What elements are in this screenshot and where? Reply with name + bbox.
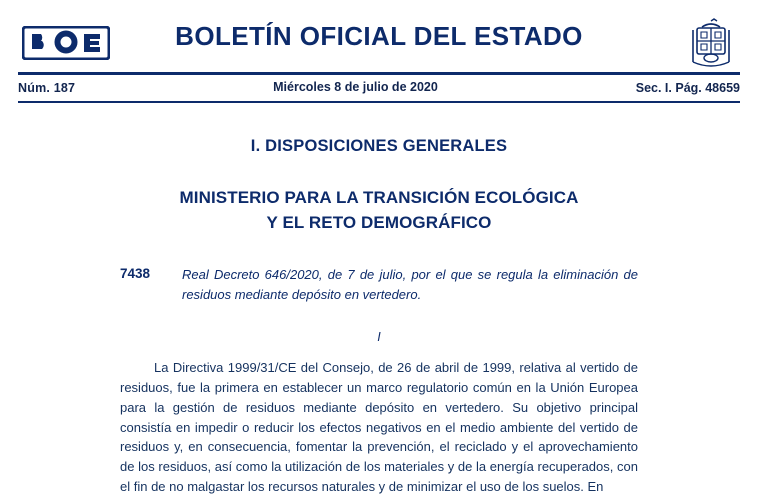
document-header [120,265,638,304]
ministry-heading [120,186,638,235]
info-bar-rule [18,101,740,103]
issue-number: Núm. 187 [18,81,76,95]
document-title: Real Decreto 646/2020, de 7 de julio, por el que se regula la eliminación de residuos mediante depósito en vertedero. [182,267,638,302]
boe-logo-icon [22,26,110,60]
section-page: Sec. I. Pág. 48659 [635,81,740,95]
masthead-title: BOLETÍN OFICIAL DEL ESTADO [175,20,583,51]
document-content [0,137,758,497]
roman-numeral-separator: I [377,330,381,345]
section-heading: I. DISPOSICIONES GENERALES [250,137,508,155]
issue-date: Miércoles 8 de julio de 2020 [273,80,438,94]
body-paragraph-1: La Directiva 1999/31/CE del Consejo, de 26 de abril de 1999, relativa al vertido de residuos, fue la primera en establecer un marco regulatorio común en la Unión Europea para la gestión de residuos mediante depósito en vertedero. Su objetivo principal consistía en impedir o reducir los efectos negativos en el medio ambiente del vertido de residuos y, en consecuencia, fomentar la prevención, el reciclado y el aprovechamiento de los residuos, así como la utilización de los materiales y de la energía recuperados, con el fin de no malgastar los recursos naturales y de minimizar el uso de los suelos. En [120,360,638,494]
ministry-heading-line2: Y EL RETO DEMOGRÁFICO [266,212,492,232]
issue-date-wrap [75,80,636,96]
spain-coat-of-arms-icon [688,18,734,68]
document-number: 7438 [120,266,151,282]
issue-info-bar [18,75,740,101]
masthead [0,0,758,72]
ministry-heading-line1: MINISTERIO PARA LA TRANSICIÓN ECOLÓGICA [179,188,579,207]
